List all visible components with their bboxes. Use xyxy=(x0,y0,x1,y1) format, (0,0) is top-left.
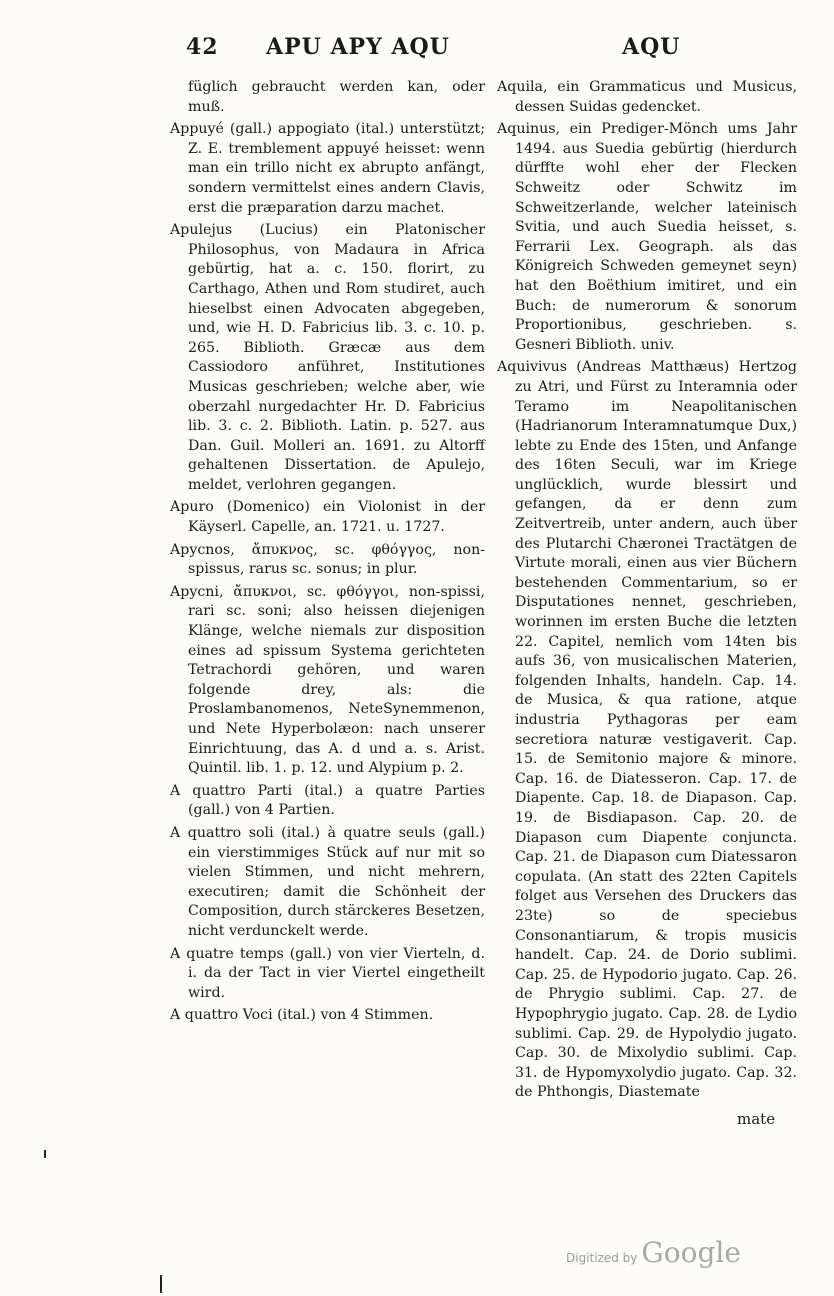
scan-speck xyxy=(44,1150,46,1158)
watermark-prefix: Digitized by xyxy=(566,1251,638,1265)
entry-apulejus: Apulejus (Lucius) ein Platonischer Philosophus, von Madaura in Africa gebürtig, hat a. c. 150. florirt, zu Carthago, Athen und Rom studiret, auch hieselbst einen Advocaten abgegeben, und, wie H. D. Fabricius lib. 3. c. 10. p. 265. Biblioth. Græcæ aus dem Cassiodoro anführet, Institutiones Musicas geschrieben; welche aber, wie oberzahl nurgedachter Hr. D. Fabricius lib. 3. c. 2. Biblioth. Latin. p. 527. aus Dan. Guil. Molleri an. 1691. zu Altorff gehaltenen Dissertation. de Apulejo, meldet, verlohren gegangen. xyxy=(170,222,485,493)
left-column xyxy=(170,78,485,1029)
running-head-left: APU APY AQU xyxy=(266,34,450,60)
entry-continuation: füglich gebraucht werden kan, oder muß. xyxy=(188,79,485,115)
entry-aquivivus: Aquivivus (Andreas Matthæus) Hertzog zu Atri, und Fürst zu Interamnia oder Teramo im Neapolitanischen (Hadrianorum Interamnatumque Dux,) lebte zu Ende des 15ten, und Anfange des 16ten Seculi, war im Kriege unglücklich, wurde blessirt und gefangen, da er denn zum Zeitvertreib, unter andern, auch über des Plutarchi Chæronei Tractätgen de Virtute morali, einen aus vier Büchern bestehenden Commentarium, so er Disputationes nennet, geschrieben, worinnen im ersten Buche die letzten 22. Capitel, nemlich vom 14ten bis aufs 36, von musicalischen Materien, folgenden Inhalts, handeln. Cap. 14. de Musica, & qua ratione, atque industria Pythagoras per eam secretiora naturæ vestigaverit. Cap. 15. de Semitonio majore & minore. Cap. 16. de Diatesseron. Cap. 17. de Diapente. Cap. 18. de Diapason. Cap. 19. de Bisdiapason. Cap. 20. de Diapason cum Diapente conjuncta. Cap. 21. de Diapason cum Diatessaron copulata. (An statt des 22ten Capitels folget aus Versehen des Druckers das 23te) so de speciebus Consonantiarum, & tropis musicis handelt. Cap. 24. de Dorio sublimi. Cap. 25. de Hypodorio jugato. Cap. 26. de Phrygio sublimi. Cap. 27. de Hypophrygio jugato. Cap. 28. de Lydio sublimi. Cap. 29. de Hypolydio jugato. Cap. 30. de Mixolydio sublimi. Cap. 31. de Hypomyxolydio jugato. Cap. 32. de Phthongis, Diastemate xyxy=(497,359,797,1101)
entry-aquila: Aquila, ein Grammaticus und Musicus, dessen Suidas gedencket. xyxy=(497,79,797,115)
running-head-right: AQU xyxy=(622,34,681,60)
scan-edge-mark xyxy=(160,1275,162,1293)
google-watermark xyxy=(566,1236,741,1269)
page-number: 42 xyxy=(186,34,219,60)
entry-apuro: Apuro (Domenico) ein Violonist in der Käyserl. Capelle, an. 1721. u. 1727. xyxy=(170,499,485,536)
entry-aquinus: Aquinus, ein Prediger-Mönch ums Jahr 1494. aus Suedia gebürtig (hierdurch dürffte wohl eher der Flecken Schweitz oder Schwitz im Schweitzerlande, welcher lateinisch Svitia, und auch Suedia heisset, s. Ferrarii Lex. Geograph. als das Königreich Schweden gemeynet seyn) hat den Boëthium imitiret, und ein Buch: de numerorum & sonorum Proportionibus, geschrieben. s. Gesneri Biblioth. univ. xyxy=(497,121,797,353)
entry-appuye: Appuyé (gall.) appogiato (ital.) unterstützt; Z. E. tremblement appuyé heisset: wenn man ein trillo nicht ex abrupto anfängt, sondern vermittelst eines andern Clavis, erst die præparation darzu machet. xyxy=(170,121,485,216)
entry-apycni: Apycni, ἄπυκνοι, sc. φθόγγοι, non-spissi, rari sc. soni; also heissen diejenigen Klänge, welche niemals zur disposition eines ad spissum Systema gerichteten Tetrachordi gehören, und waren folgende drey, als: die Proslambanomenos, NeteSynemmenon, und Nete Hyperbolæon: nach unserer Einrichtuung, das A. d und a. s. Arist. Quintil. lib. 1. p. 12. und Alypium p. 2. xyxy=(170,583,485,777)
entry-a-quattro-parti: A quattro Parti (ital.) a quatre Parties (gall.) von 4 Partien. xyxy=(170,782,485,819)
google-logo: Google xyxy=(641,1236,741,1269)
entry-a-quattro-soli: A quattro soli (ital.) à quatre seuls (gall.) ein vierstimmiges Stück auf nur mit so vielen Stimmen, und nicht mehrern, executiren; damit die Schönheit der Composition, durch stärckeres Besetzen, nicht verdunckelt werde. xyxy=(170,824,485,939)
catchword: mate xyxy=(737,1110,776,1128)
entry-apycnos: Apycnos, ἄπυκνος, sc. φθόγγος, non-spissus, rarus sc. sonus; in plur. xyxy=(170,541,485,578)
entry-a-quattro-voci: A quattro Voci (ital.) von 4 Stimmen. xyxy=(170,1007,434,1024)
right-column xyxy=(497,78,797,1106)
entry-a-quatre-temps: A quatre temps (gall.) von vier Vierteln, d. i. da der Tact in vier Viertel eingetheilt wird. xyxy=(170,945,485,1001)
